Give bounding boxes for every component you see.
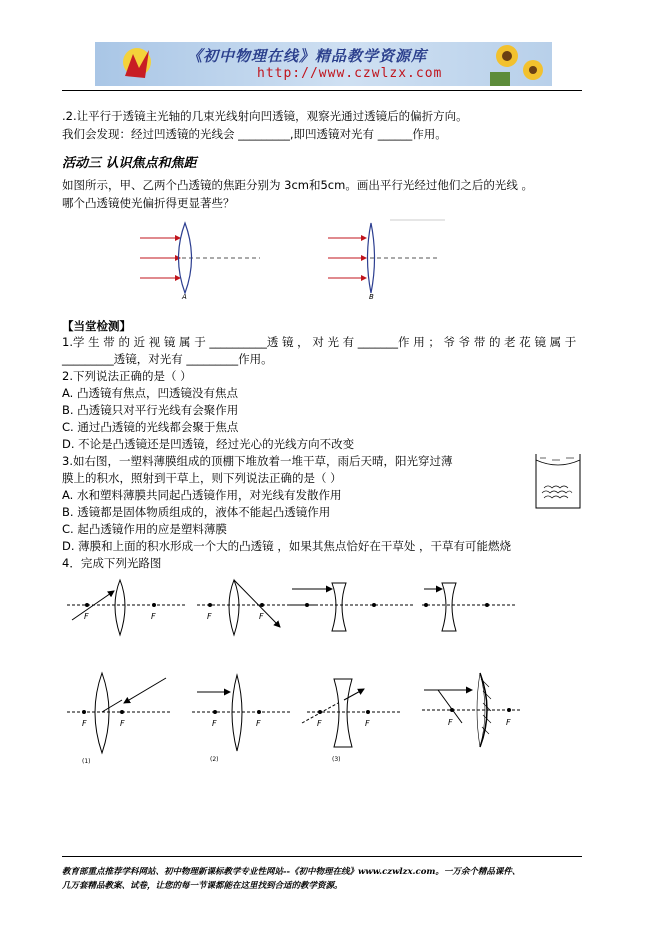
q4-stem: 4．完成下列光路图 [62, 556, 162, 570]
svg-text:(3): (3) [332, 756, 341, 763]
q2-option-a: A. 凸透镜有焦点，凹透镜没有焦点 [62, 386, 238, 400]
banner-url[interactable]: http://www.czwlzx.com [257, 66, 443, 81]
svg-text:F: F [506, 718, 511, 727]
q3-line-2: 膜上的积水，照射到干草上，则下列说法正确的是（ ） [62, 471, 342, 485]
svg-text:(2): (2) [210, 756, 219, 763]
q3-option-a: A. 水和塑料薄膜共同起凸透镜作用，对光线有发散作用 [62, 488, 342, 502]
lens-b-label: B [369, 293, 374, 301]
svg-text:F: F [207, 612, 212, 621]
q1-line-1: 1.学 生 带 的 近 视 镜 属 于 __________透 镜 ， 对 光 有 _______作 用 ； 爷 爷 带 的 老 花 镜 属 于 [62, 335, 577, 349]
lens-figure-ab [140, 215, 460, 305]
ray-diagram-8 [422, 673, 522, 747]
ray-diagrams [62, 575, 582, 775]
lens-b [328, 223, 440, 301]
ray-diagram-6 [192, 675, 292, 763]
svg-text:F: F [84, 612, 89, 621]
ray-diagram-3 [290, 583, 414, 631]
q3-option-c: C. 起凸透镜作用的应是塑料薄膜 [62, 522, 227, 536]
q2-stem: 2.下列说法正确的是（ ） [62, 369, 192, 383]
q3-line-1: 3.如右图，一塑料薄膜组成的顶棚下堆放着一堆干草，雨后天晴，阳光穿过薄 [62, 454, 453, 468]
svg-text:F: F [259, 612, 264, 621]
q2-option-b: B. 凸透镜只对平行光线有会聚作用 [62, 403, 239, 417]
q1-line-2: _________透镜，对光有 _________作用。 [62, 352, 273, 366]
q3-option-d: D. 薄膜和上面的积水形成一个大的凸透镜 ，如果其焦点恰好在干草处 ，干草有可能燃烧 [62, 539, 511, 553]
svg-text:F: F [212, 719, 217, 728]
intro-line-2: 我们会发现：经过凹透镜的光线会 _________,即凹透镜对光有 ______作用。 [62, 127, 447, 141]
ray-diagram-2 [197, 580, 317, 635]
svg-text:F: F [256, 719, 261, 728]
banner-title: 《初中物理在线》精品教学资源库 [187, 47, 428, 65]
footer-line-2: 几万套精品教案、试卷，让您的每一节课都能在这里找到合适的教学资源。 [62, 881, 343, 891]
intro-line-1: .2.让平行于透镜主光轴的几束光线射向凹透镜，观察光通过透镜后的偏折方向。 [62, 109, 468, 123]
lens-a-label: A [182, 293, 187, 301]
svg-text:F: F [120, 719, 125, 728]
hay-pile-icon [542, 486, 572, 498]
greenhouse-figure [530, 450, 586, 512]
q3-option-b: B. 透镜都是固体物质组成的，液体不能起凸透镜作用 [62, 505, 331, 519]
q2-option-c: C. 通过凸透镜的光线都会聚于焦点 [62, 420, 239, 434]
svg-text:(1): (1) [82, 758, 91, 765]
footer-rule [62, 856, 582, 857]
lens-a [140, 223, 260, 301]
activity3-line-1: 如图所示，甲、乙两个凸透镜的焦距分别为 3cm和5cm。画出平行光经过他们之后的光线 。 [62, 178, 533, 192]
footer-line-1: 教育部重点推荐学科网站、初中物理新课标教学专业性网站--《初中物理在线》www.czwlzx.com。一万余个精品课件、 [62, 867, 521, 877]
svg-text:F: F [448, 718, 453, 727]
ray-diagram-1 [67, 580, 187, 635]
q2-option-d: D. 不论是凸透镜还是凹透镜，经过光心的光线方向不改变 [62, 437, 355, 451]
activity3-line-2: 哪个凸透镜使光偏折得更显著些？ [62, 196, 235, 210]
svg-text:F: F [151, 612, 156, 621]
ray-diagram-7 [302, 679, 402, 763]
svg-text:F: F [317, 719, 322, 728]
svg-text:F: F [82, 719, 87, 728]
header-banner [95, 42, 552, 86]
ray-diagram-4 [422, 583, 517, 631]
ray-diagram-5 [67, 673, 172, 765]
activity3-heading: 活动三 认识焦点和焦距 [62, 156, 197, 171]
header-rule [62, 90, 582, 91]
svg-text:F: F [365, 719, 370, 728]
check-heading: 【当堂检测】 [62, 319, 131, 333]
